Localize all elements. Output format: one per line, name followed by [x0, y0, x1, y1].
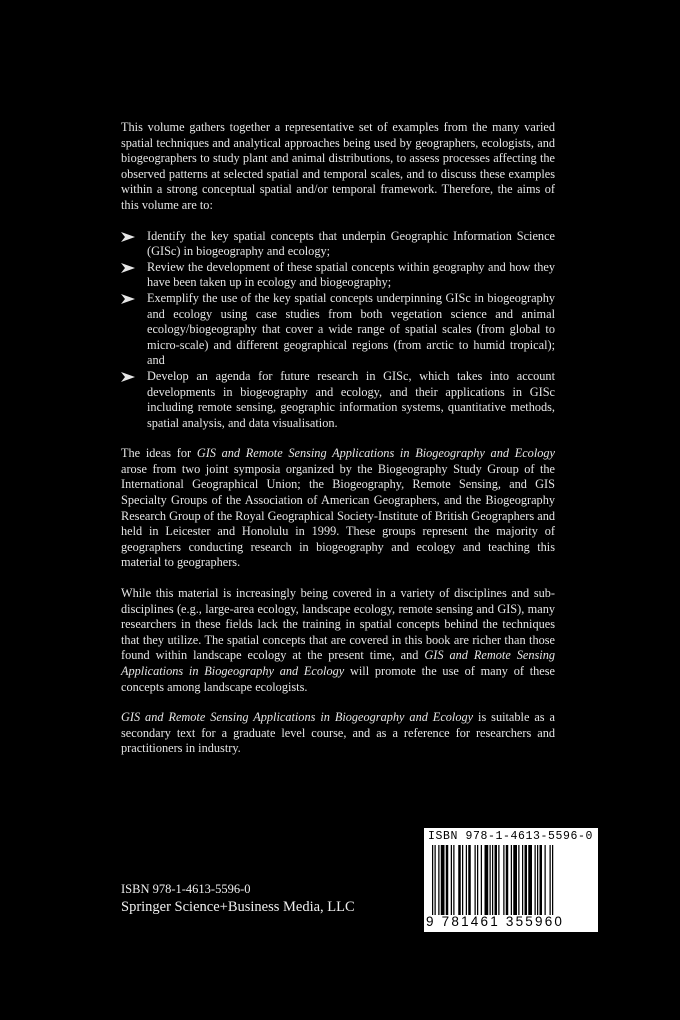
while-suffix: will promote the use of many of these concepts among landscape ecologists.: [121, 664, 555, 694]
book-title: GIS and Remote Sensing Applications in Biogeography and Ecology: [121, 648, 556, 678]
ideas-prefix: The ideas for: [121, 446, 197, 461]
ideas-suffix: arose from two joint symposia organized by the Biogeography Study Group of the International Geographical Union; the Biogeography, Remote Sensing, and GIS Specialty Groups of the Association of American Geographers, and the Biogeography Research Group of the Royal Geographical Society-Institute of British Geographers and held in Leicester and Honolulu in 1999. These groups represent the majority of geographers conducting research in biogeography and ecology and teaching this material to geographers.: [121, 461, 555, 570]
barcode-bar: [513, 845, 517, 915]
list-item: [121, 369, 555, 431]
barcode-bar: [462, 845, 463, 915]
barcode-isbn-label: ISBN 978-1-4613-5596-0: [428, 830, 594, 843]
barcode-bar: [552, 845, 553, 915]
while-prefix: While this material is increasingly being covered in a variety of disciplines and sub-disciplines (e.g., large-area ecology, landscape ecology, remote sensing and GIS), many researchers in these fields lack the training in spatial concepts behind the techniques that they utilize. The spatial concepts that are covered in this book are richer than those found within landscape ecology at the present time, and: [121, 586, 555, 663]
barcode-bar: [518, 845, 519, 915]
aim-text: Identify the key spatial concepts that underpin Geographic Information Science (GISc) in biogeography and ecology;: [147, 228, 555, 259]
barcode-bar: [477, 845, 478, 915]
barcode-bar: [537, 845, 538, 915]
barcode-bars-graphic: [432, 845, 592, 915]
barcode-bar: [481, 845, 482, 915]
barcode-bar: [540, 845, 543, 915]
barcode-bar: [503, 845, 504, 915]
barcode-bar: [535, 845, 536, 915]
isbn-text: ISBN 978-1-4613-5596-0: [121, 882, 251, 896]
closing-paragraph: [121, 710, 555, 757]
barcode-bar: [458, 845, 461, 915]
intro-paragraph: This volume gathers together a representative set of examples from the many varied spatial techniques and analytical approaches being used by geographers, ecologists, and biogeographers to study plant and animal distributions, to assess processes affecting the observed patterns at selected spatial and temporal scales, and to discuss these examples within a strong conceptual spatial and/or temporal framework. Therefore, the aims of this volume are to:: [121, 120, 555, 212]
barcode-bar: [495, 845, 498, 915]
closing-suffix: is suitable as a secondary text for a graduate level course, and as a reference for researchers and practitioners in industry.: [121, 710, 555, 756]
barcode-bar: [498, 845, 499, 915]
barcode-bar: [490, 845, 491, 915]
barcode-bar: [485, 845, 489, 915]
arrowhead-bullet-icon: [121, 232, 135, 242]
publisher-name: Springer Science+Business Media, LLC: [121, 899, 355, 915]
barcode-bar: [435, 845, 436, 915]
barcode-bar: [438, 845, 439, 915]
barcode: [424, 828, 598, 932]
ideas-paragraph: [121, 446, 555, 571]
publisher-block: [121, 880, 355, 916]
barcode-bar: [528, 845, 532, 915]
barcode-bar: [466, 845, 467, 915]
aim-text: Exemplify the use of the key spatial concepts underpinning GISc in biogeography and ecology using case studies from both vegetation science and animal ecology/biogeography that cover a wide range of spatial scales (from global to micro-scale) and different geographical regions (from arctic to humid tropical); and: [147, 290, 555, 368]
barcode-bar: [492, 845, 493, 915]
list-item: [121, 229, 555, 260]
barcode-bar: [468, 845, 471, 915]
arrowhead-bullet-icon: [121, 294, 135, 304]
barcode-digits: 9 781461 355960: [426, 914, 565, 929]
while-paragraph: [121, 586, 555, 695]
aims-list: [121, 229, 555, 432]
barcode-bar: [522, 845, 523, 915]
barcode-bar: [545, 845, 546, 915]
arrowhead-bullet-icon: [121, 263, 135, 273]
arrowhead-bullet-icon: [121, 372, 135, 382]
book-title: GIS and Remote Sensing Applications in Biogeography and Ecology: [196, 446, 555, 461]
back-cover-text: [121, 120, 555, 772]
barcode-bar: [432, 845, 433, 915]
list-item: [121, 260, 555, 291]
barcode-bar: [525, 845, 528, 915]
barcode-bar: [446, 845, 449, 915]
barcode-bar: [453, 845, 454, 915]
barcode-bar: [451, 845, 452, 915]
aim-text: Review the development of these spatial concepts within geography and how they have been taken up in ecology and biogeography;: [147, 259, 555, 290]
aim-text: Develop an agenda for future research in GISc, which takes into account developments in biogeography and ecology, and their applications in GISc including remote sensing, geographic information systems, quantitative methods, spatial analysis, and data visualisation.: [147, 368, 555, 430]
barcode-bar: [550, 845, 551, 915]
barcode-bar: [506, 845, 509, 915]
book-title: GIS and Remote Sensing Applications in Biogeography and Ecology: [121, 710, 474, 725]
barcode-bar: [511, 845, 512, 915]
barcode-bar: [441, 845, 445, 915]
list-item: [121, 291, 555, 369]
barcode-bar: [475, 845, 476, 915]
